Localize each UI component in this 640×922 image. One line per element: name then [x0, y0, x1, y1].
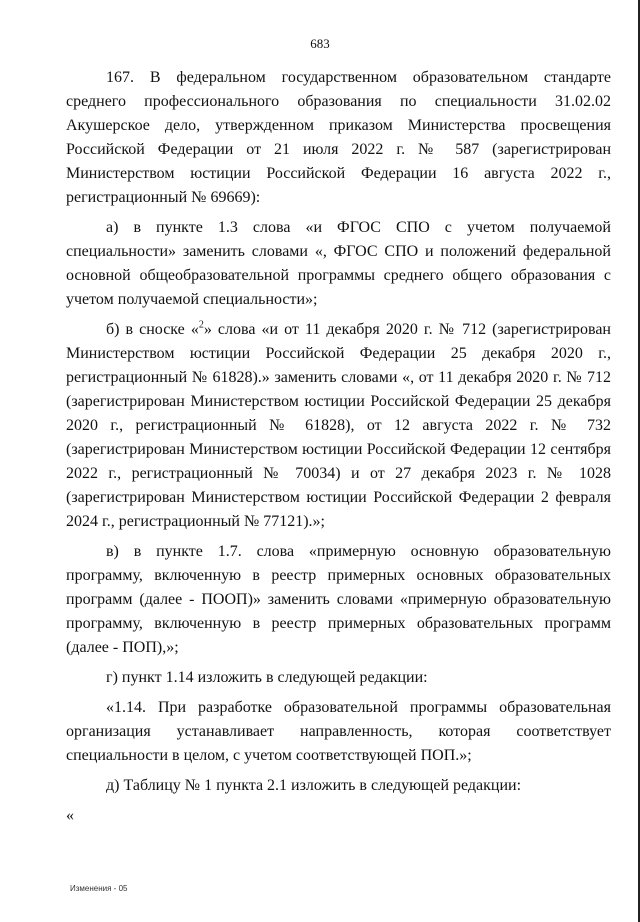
item-b-text-before: б) в сноске « [106, 321, 199, 338]
item-b-text-after: » слова «и от 11 декабря 2020 г. № 712 (зарегистрирован Министерством юстиции Российской Федерации 25 декабря 2020 г., регистрационный № 61828).» заменить словами «, от 11 декабря 2020 г. № 712 (зарегистрирован Министерством юстиции Российской Федерации 25 декабря 2020 г., регистрационный № 61828), от 12 августа 2022 г. № 732 (зарегистрирован Министерством юстиции Российской Федерации 12 сентября 2022 г., регистрационный № 70034) и от 27 декабря 2023 г. № 1028 (зарегистрирован Министерством юстиции Российской Федерации 2 февраля 2024 г., регистрационный № 77121).»; [66, 321, 611, 530]
paragraph-item-d: д) Таблицу № 1 пункта 2.1 изложить в следующей редакции: [106, 777, 522, 794]
paragraph-item-g: г) пункт 1.14 изложить в следующей редакции: [106, 669, 428, 686]
page-number: 683 [310, 36, 330, 51]
paragraph-167-intro: 167. В федеральном государственном образовательном стандарте среднего профессионального образования по специальности 31.02.02 Акушерское дело, утвержденном приказом Министерства просвещения Российской Федерации от 21 июля 2022 г. № 587 (зарегистрирован Министерством юстиции Российской Федерации 16 августа 2022 г., регистрационный № 69669): [66, 69, 611, 206]
paragraph-1-14: «1.14. При разработке образовательной программы образовательная организация устанавливает направленность, которая соответствует специальности в целом, с учетом соответствующей ПОП.»; [66, 699, 611, 764]
opening-quote: « [66, 807, 74, 824]
document-body [66, 66, 611, 834]
paragraph-item-v: в) в пункте 1.7. слова «примерную основную образовательную программу, включенную в реестр примерных основных образовательных программ (далее - ПООП)» заменить словами «примерную образовательную программу, включенную в реестр примерных образовательных программ (далее - ПОП),»; [66, 543, 611, 656]
footnote-superscript: 2 [198, 319, 204, 331]
paragraph-item-b [66, 318, 611, 534]
paragraph-item-a: а) в пункте 1.3 слова «и ФГОС СПО с учетом получаемой специальности» заменить словами «, ФГОС СПО и положений федеральной основной общеобразовательной программы среднего общего образования с учетом получаемой специальности»; [66, 219, 611, 308]
footer-revision: Изменения - 05 [70, 884, 128, 893]
